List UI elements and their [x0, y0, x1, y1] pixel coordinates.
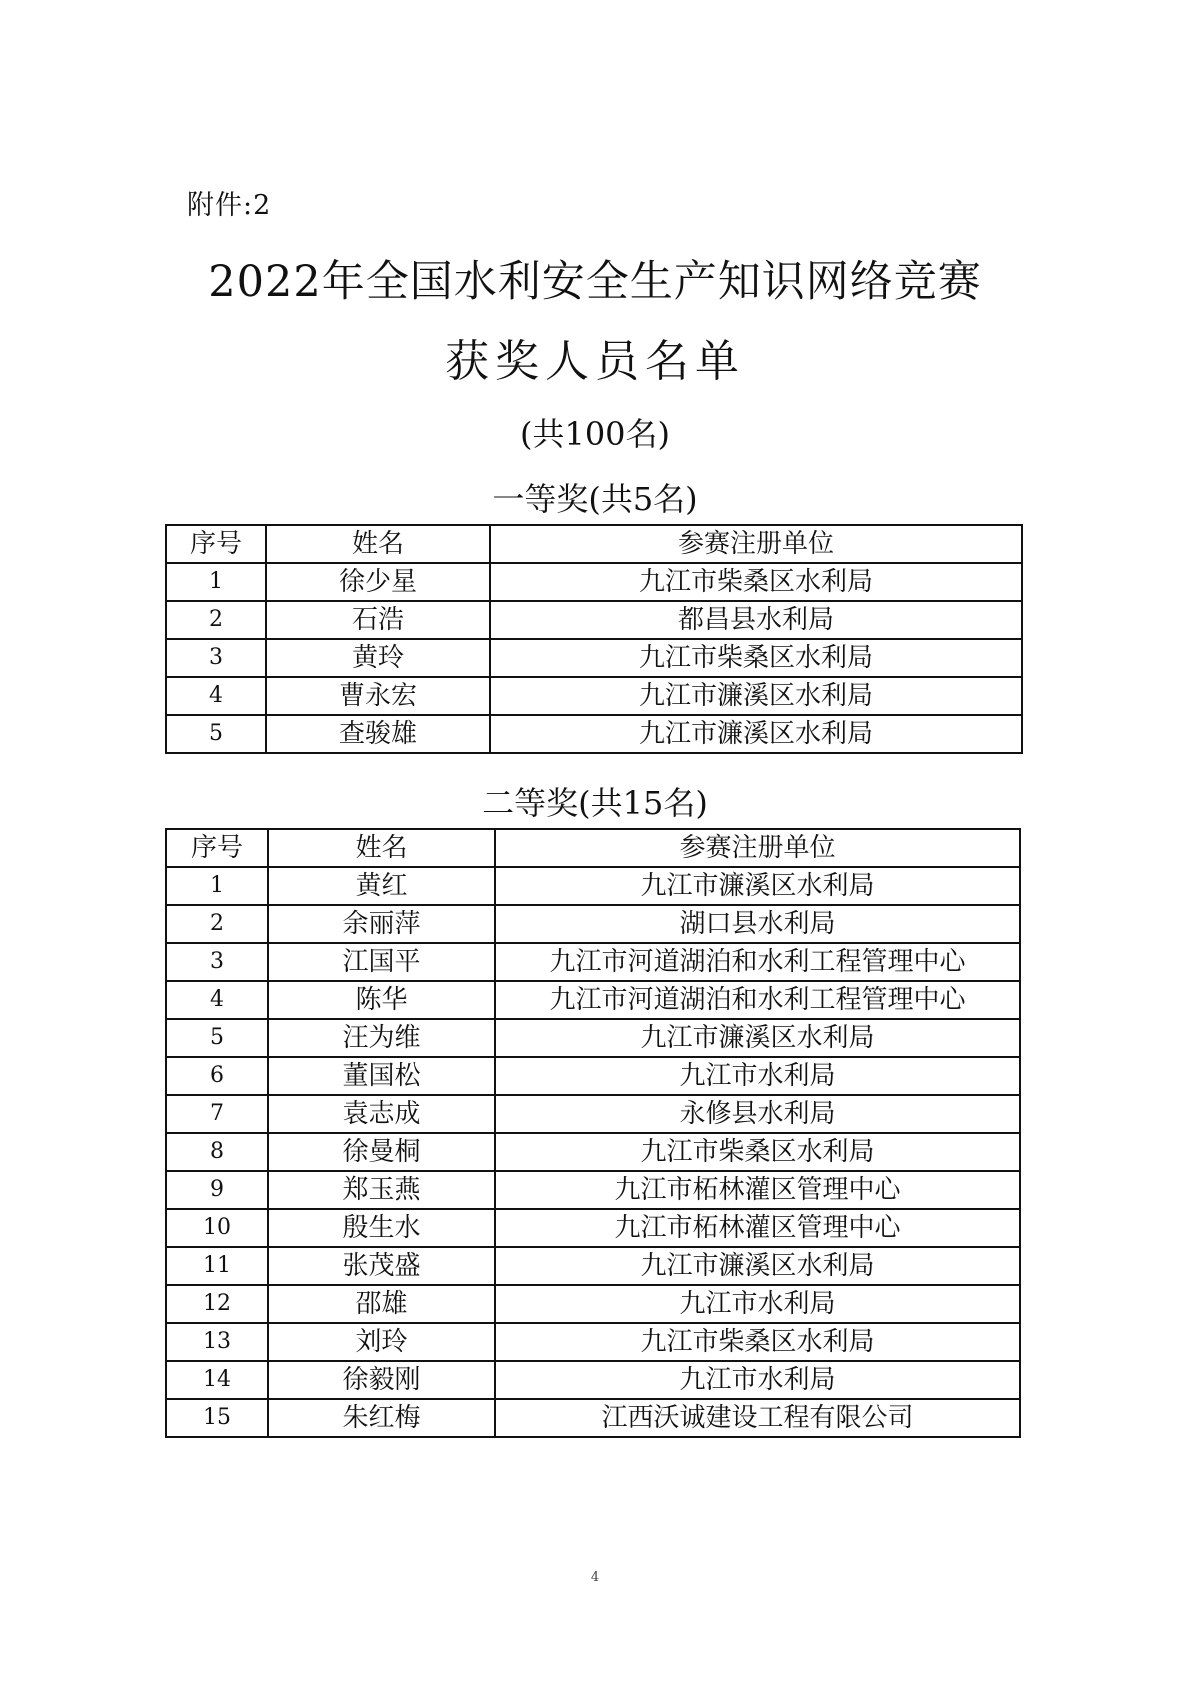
table-row: [166, 715, 1022, 753]
table-row: [166, 1285, 1020, 1323]
cell-unit: 湖口县水利局: [495, 905, 1020, 943]
column-header-name: 姓名: [266, 525, 490, 563]
table-header-row: [166, 525, 1022, 563]
cell-name: 汪为维: [268, 1019, 495, 1057]
cell-name: 石浩: [266, 601, 490, 639]
column-header-unit: 参赛注册单位: [490, 525, 1022, 563]
table-row: [166, 867, 1020, 905]
cell-index: 5: [166, 715, 266, 753]
cell-name: 黄玲: [266, 639, 490, 677]
total-count: (共100名): [519, 415, 671, 453]
second-prize-table: [165, 828, 1021, 1438]
cell-index: 8: [166, 1133, 268, 1171]
table-row: [166, 1209, 1020, 1247]
table-row: [166, 1019, 1020, 1057]
cell-name: 徐曼桐: [268, 1133, 495, 1171]
cell-unit: 江西沃诚建设工程有限公司: [495, 1399, 1020, 1437]
table-row: [166, 1361, 1020, 1399]
cell-unit: 九江市柴桑区水利局: [495, 1133, 1020, 1171]
cell-unit: 九江市柘林灌区管理中心: [495, 1171, 1020, 1209]
column-header-name: 姓名: [268, 829, 495, 867]
table-row: [166, 1323, 1020, 1361]
cell-index: 6: [166, 1057, 268, 1095]
table-row: [166, 601, 1022, 639]
cell-unit: 九江市柴桑区水利局: [495, 1323, 1020, 1361]
cell-index: 2: [166, 601, 266, 639]
cell-name: 刘玲: [268, 1323, 495, 1361]
column-header-index: 序号: [166, 525, 266, 563]
page-number: 4: [590, 1570, 600, 1585]
cell-unit: 九江市河道湖泊和水利工程管理中心: [495, 943, 1020, 981]
cell-name: 黄红: [268, 867, 495, 905]
second-prize-table-body: [166, 829, 1020, 1437]
cell-index: 10: [166, 1209, 268, 1247]
cell-unit: 九江市濂溪区水利局: [490, 677, 1022, 715]
cell-index: 5: [166, 1019, 268, 1057]
cell-name: 曹永宏: [266, 677, 490, 715]
second-prize-heading: 二等奖(共15名): [482, 784, 708, 822]
table-row: [166, 677, 1022, 715]
cell-unit: 九江市濂溪区水利局: [490, 715, 1022, 753]
cell-index: 9: [166, 1171, 268, 1209]
first-prize-table: [165, 524, 1023, 754]
cell-name: 张茂盛: [268, 1247, 495, 1285]
column-header-unit: 参赛注册单位: [495, 829, 1020, 867]
cell-name: 邵雄: [268, 1285, 495, 1323]
first-prize-heading: 一等奖(共5名): [492, 480, 698, 518]
cell-unit: 九江市柴桑区水利局: [490, 639, 1022, 677]
cell-name: 徐毅刚: [268, 1361, 495, 1399]
table-row: [166, 1399, 1020, 1437]
first-prize-table-body: [166, 525, 1022, 753]
cell-index: 15: [166, 1399, 268, 1437]
cell-name: 殷生水: [268, 1209, 495, 1247]
cell-index: 14: [166, 1361, 268, 1399]
cell-unit: 九江市柴桑区水利局: [490, 563, 1022, 601]
column-header-index: 序号: [166, 829, 268, 867]
cell-index: 4: [166, 677, 266, 715]
cell-unit: 都昌县水利局: [490, 601, 1022, 639]
cell-unit: 九江市濂溪区水利局: [495, 1247, 1020, 1285]
cell-name: 朱红梅: [268, 1399, 495, 1437]
document-title: 2022年全国水利安全生产知识网络竞赛: [208, 257, 982, 307]
cell-unit: 九江市水利局: [495, 1361, 1020, 1399]
cell-index: 11: [166, 1247, 268, 1285]
cell-unit: 九江市濂溪区水利局: [495, 867, 1020, 905]
cell-name: 袁志成: [268, 1095, 495, 1133]
cell-index: 7: [166, 1095, 268, 1133]
cell-index: 13: [166, 1323, 268, 1361]
cell-name: 江国平: [268, 943, 495, 981]
table-row: [166, 639, 1022, 677]
cell-index: 4: [166, 981, 268, 1019]
cell-index: 3: [166, 943, 268, 981]
attachment-label: 附件:2: [187, 190, 272, 221]
cell-name: 董国松: [268, 1057, 495, 1095]
table-row: [166, 1247, 1020, 1285]
cell-unit: 九江市濂溪区水利局: [495, 1019, 1020, 1057]
cell-unit: 九江市河道湖泊和水利工程管理中心: [495, 981, 1020, 1019]
table-row: [166, 1057, 1020, 1095]
cell-index: 1: [166, 563, 266, 601]
cell-unit: 九江市水利局: [495, 1057, 1020, 1095]
cell-index: 1: [166, 867, 268, 905]
document-subtitle: 获奖人员名单: [445, 336, 745, 387]
table-row: [166, 1133, 1020, 1171]
table-row: [166, 905, 1020, 943]
cell-name: 徐少星: [266, 563, 490, 601]
cell-unit: 九江市水利局: [495, 1285, 1020, 1323]
table-row: [166, 943, 1020, 981]
cell-index: 2: [166, 905, 268, 943]
table-row: [166, 563, 1022, 601]
cell-name: 查骏雄: [266, 715, 490, 753]
table-row: [166, 981, 1020, 1019]
cell-unit: 永修县水利局: [495, 1095, 1020, 1133]
cell-name: 郑玉燕: [268, 1171, 495, 1209]
cell-name: 余丽萍: [268, 905, 495, 943]
cell-index: 12: [166, 1285, 268, 1323]
cell-unit: 九江市柘林灌区管理中心: [495, 1209, 1020, 1247]
table-row: [166, 1095, 1020, 1133]
cell-name: 陈华: [268, 981, 495, 1019]
table-row: [166, 1171, 1020, 1209]
table-header-row: [166, 829, 1020, 867]
cell-index: 3: [166, 639, 266, 677]
